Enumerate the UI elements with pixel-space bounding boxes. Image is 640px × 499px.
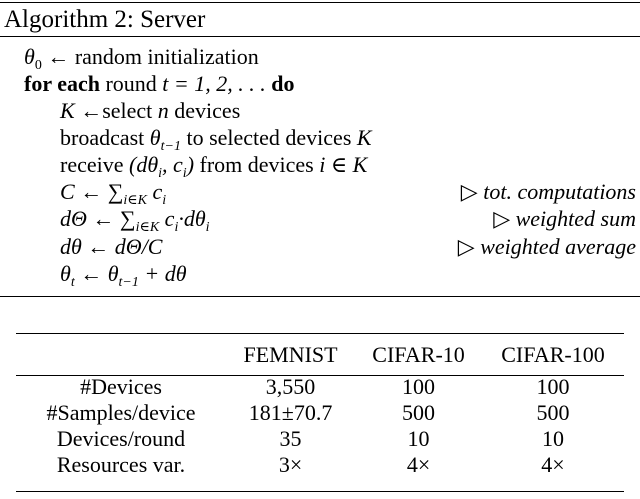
algorithm-bottom-rule bbox=[0, 296, 640, 297]
alg-comment-7: ▷ weighted sum bbox=[493, 206, 636, 231]
table-cell: 100 bbox=[402, 374, 436, 399]
header-cell bbox=[16, 336, 226, 374]
alg-comment-8: ▷ weighted average bbox=[457, 234, 636, 259]
table-cell: 500 bbox=[402, 400, 436, 425]
table-cell: 100 bbox=[536, 374, 570, 399]
alg-comment-6: ▷ tot. computations bbox=[460, 179, 636, 204]
alg-line-4: broadcast $\theta_{t-1}$ to selected devices K bbox=[60, 125, 372, 154]
alg-line-7: dΘ ← $\sum_{i\in K}$ $c_i\cdot d\theta_i$ bbox=[60, 206, 210, 235]
alg-line-8: dθ ← dΘ/C bbox=[60, 234, 163, 259]
table-cell: 4× bbox=[406, 452, 431, 477]
table-cell: 3× bbox=[278, 452, 303, 477]
row-label: #Samples/device bbox=[46, 400, 196, 425]
table-header-row bbox=[16, 336, 624, 374]
table-header-rule bbox=[16, 375, 624, 376]
header-cell: FEMNIST bbox=[243, 342, 338, 367]
table-cell: 4× bbox=[541, 452, 565, 477]
table-row bbox=[16, 426, 624, 452]
table-cell: 10 bbox=[542, 426, 564, 451]
table-top-rule bbox=[16, 333, 624, 334]
alg-line-6: C ← $\sum_{i\in K}$ $c_i$ bbox=[60, 179, 167, 208]
table-bottom-rule bbox=[16, 491, 624, 492]
alg-line-1: $\theta_0$ ← random initialization bbox=[24, 44, 259, 73]
table-cell: 181±70.7 bbox=[248, 400, 333, 425]
table-cell: 35 bbox=[279, 426, 302, 451]
header-cell: CIFAR-100 bbox=[501, 342, 605, 367]
table-cell: 500 bbox=[536, 400, 570, 425]
algorithm-top-rule bbox=[0, 2, 640, 3]
dataset-stats-table bbox=[16, 336, 624, 478]
table-row bbox=[16, 374, 624, 400]
table-row bbox=[16, 400, 624, 426]
table-cell: 10 bbox=[407, 426, 430, 451]
row-label: Resources var. bbox=[56, 452, 186, 477]
alg-line-5: receive ($d\theta_i$, $c_i$) from devices i ∈ K bbox=[60, 152, 368, 181]
table-row bbox=[16, 452, 624, 478]
algorithm-title-rule bbox=[0, 36, 640, 37]
row-label: #Devices bbox=[80, 374, 162, 399]
alg-line-3: K ←select n devices bbox=[60, 98, 241, 123]
row-label: Devices/round bbox=[56, 426, 186, 451]
alg-line-2: for each round t = 1, 2, . . . do bbox=[24, 71, 295, 96]
table-cell: 3,550 bbox=[265, 374, 316, 399]
header-cell: CIFAR-10 bbox=[372, 342, 465, 367]
alg-line-9: $\theta_t$ ← $\theta_{t-1} + d\theta$ bbox=[60, 261, 187, 290]
algorithm-title: Algorithm 2: Server bbox=[4, 6, 206, 33]
